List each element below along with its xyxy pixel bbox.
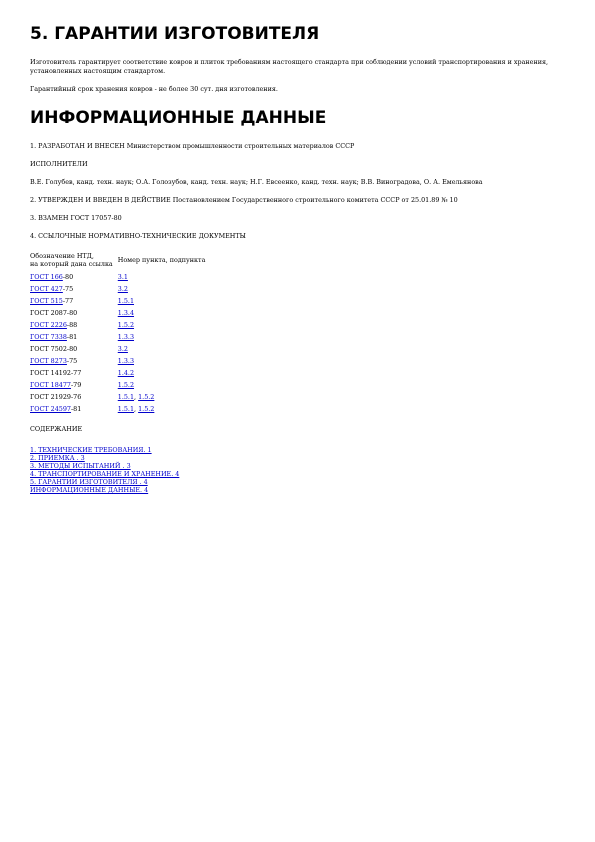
approved-by: 2. УТВЕРЖДЕН И ВВЕДЕН В ДЕЙСТВИЕ Постановлением Государственного строительного комитета СССР от 25.01.89 № 10 (30, 196, 458, 204)
document-link[interactable]: ГОСТ 24597 (30, 405, 71, 413)
referenced-docs-heading: 4. ССЫЛОЧНЫЕ НОРМАТИВНО-ТЕХНИЧЕСКИЕ ДОКУМЕНТЫ (30, 232, 246, 240)
toc-link[interactable]: 5. ГАРАНТИИ ИЗГОТОВИТЕЛЯ . 4 (30, 478, 148, 486)
document-suffix: -79 (70, 381, 82, 389)
document-cell (30, 355, 118, 367)
clause-link[interactable]: 1.5.1 (117, 405, 135, 413)
clause-link[interactable]: 1.5.1 (117, 393, 135, 401)
toc-link[interactable]: ИНФОРМАЦИОННЫЕ ДАННЫЕ. 4 (30, 486, 149, 494)
toc-link[interactable]: 4. ТРАНСПОРТИРОВАНИЕ И ХРАНЕНИЕ. 4 (30, 470, 180, 478)
document-link[interactable]: ГОСТ 7338 (30, 333, 67, 341)
clause-cell (118, 355, 211, 367)
clause-cell (118, 283, 211, 295)
contents-label: СОДЕРЖАНИЕ (30, 425, 83, 433)
warranty-period-paragraph: Гарантийный срок хранения ковров - не более 30 сут. дня изготовления. (30, 85, 278, 93)
clause-cell (118, 331, 211, 343)
document-cell (30, 307, 118, 319)
toc-link[interactable]: 2. ПРИЕМКА . 3 (30, 454, 85, 462)
table-row (30, 307, 210, 319)
references-table (30, 250, 210, 415)
table-row (30, 283, 210, 295)
document-suffix: -75 (66, 357, 78, 365)
column-header-document (30, 250, 118, 271)
warranty-paragraph: Изготовитель гарантирует соответствие ковров и плиток требованиям настоящего стандарта при соблюдении условий транспортирования и хранения, установленных настоящим стандартом. (30, 58, 549, 75)
document-suffix: ГОСТ 21929-76 (30, 393, 82, 401)
document-cell (30, 295, 118, 307)
clause-cell (118, 271, 211, 283)
table-row (30, 319, 210, 331)
column-header-document-line2: на который дана ссылка (30, 260, 113, 268)
clause-link[interactable]: 1.5.2 (138, 393, 155, 401)
replaces-standard: 3. ВЗАМЕН ГОСТ 17057-80 (30, 214, 122, 222)
document-suffix: -81 (70, 405, 82, 413)
document-suffix: -77 (62, 297, 74, 305)
column-header-clause: Номер пункта, подпункта (117, 256, 206, 264)
clause-cell (118, 343, 211, 355)
clause-link[interactable]: 1.5.2 (117, 321, 135, 329)
table-row (30, 379, 210, 391)
table-row (30, 367, 210, 379)
executors-list: В.Е. Голубев, канд. техн. наук; О.А. Голозубов, канд. техн. наук; Н.Г. Евсеенко, канд. техн. наук; В.В. Виноградова, О. А. Емельянова (30, 178, 483, 186)
document-suffix: ГОСТ 7502-80 (30, 345, 78, 353)
developed-by: 1. РАЗРАБОТАН И ВНЕСЕН Министерством промышленности строительных материалов СССР (30, 142, 355, 150)
document-cell (30, 331, 118, 343)
clause-cell (118, 367, 211, 379)
table-row (30, 343, 210, 355)
clause-link[interactable]: 1.5.1 (117, 297, 135, 305)
document-cell (30, 283, 118, 295)
clause-cell: 1.5.1, 1.5.2 (117, 405, 155, 413)
document-link[interactable]: ГОСТ 427 (30, 285, 63, 293)
document-cell (30, 403, 118, 415)
column-header-document-line1: Обозначение НТД, (30, 252, 94, 260)
table-row (30, 271, 210, 283)
clause-cell (118, 295, 211, 307)
table-row (30, 355, 210, 367)
clause-link[interactable]: 1.5.2 (117, 381, 135, 389)
document-suffix: -81 (66, 333, 78, 341)
toc-link[interactable]: 1. ТЕХНИЧЕСКИЕ ТРЕБОВАНИЯ. 1 (30, 446, 152, 454)
clause-link[interactable]: 3.1 (117, 273, 128, 281)
clause-link[interactable]: 1.4.2 (117, 369, 135, 377)
clause-link[interactable]: 1.3.3 (117, 333, 135, 341)
clause-link[interactable]: 3.2 (117, 345, 128, 353)
document-cell (30, 343, 118, 355)
clause-cell (118, 319, 211, 331)
clause-link[interactable]: 1.3.4 (117, 309, 135, 317)
document-suffix: -80 (62, 273, 74, 281)
document-cell (30, 271, 118, 283)
document-link[interactable]: ГОСТ 8273 (30, 357, 67, 365)
table-row (30, 331, 210, 343)
document-link[interactable]: ГОСТ 166 (30, 273, 63, 281)
table-row (30, 391, 210, 403)
document-link[interactable]: ГОСТ 18477 (30, 381, 71, 389)
document-cell (30, 379, 118, 391)
clause-cell (118, 307, 211, 319)
table-header-row (30, 250, 210, 271)
document-cell (30, 391, 118, 403)
table-of-contents (30, 446, 565, 494)
toc-link[interactable]: 3. МЕТОДЫ ИСПЫТАНИЙ . 3 (30, 462, 131, 470)
executors-label: ИСПОЛНИТЕЛИ (30, 160, 88, 168)
document-suffix: ГОСТ 14192-77 (30, 369, 82, 377)
table-row (30, 295, 210, 307)
table-row (30, 403, 210, 415)
clause-link[interactable]: 1.5.2 (138, 405, 155, 413)
document-cell (30, 367, 118, 379)
clause-cell (118, 379, 211, 391)
document-link[interactable]: ГОСТ 515 (30, 297, 63, 305)
document-suffix: ГОСТ 2087-80 (30, 309, 78, 317)
document-cell (30, 319, 118, 331)
clause-link[interactable]: 3.2 (117, 285, 128, 293)
section-5-title: 5. ГАРАНТИИ ИЗГОТОВИТЕЛЯ (30, 24, 320, 44)
document-suffix: -75 (62, 285, 74, 293)
document-suffix: -88 (66, 321, 78, 329)
clause-cell: 1.5.1, 1.5.2 (117, 393, 155, 401)
info-data-title: ИНФОРМАЦИОННЫЕ ДАННЫЕ (30, 108, 327, 128)
clause-link[interactable]: 1.3.3 (117, 357, 135, 365)
document-link[interactable]: ГОСТ 2226 (30, 321, 67, 329)
